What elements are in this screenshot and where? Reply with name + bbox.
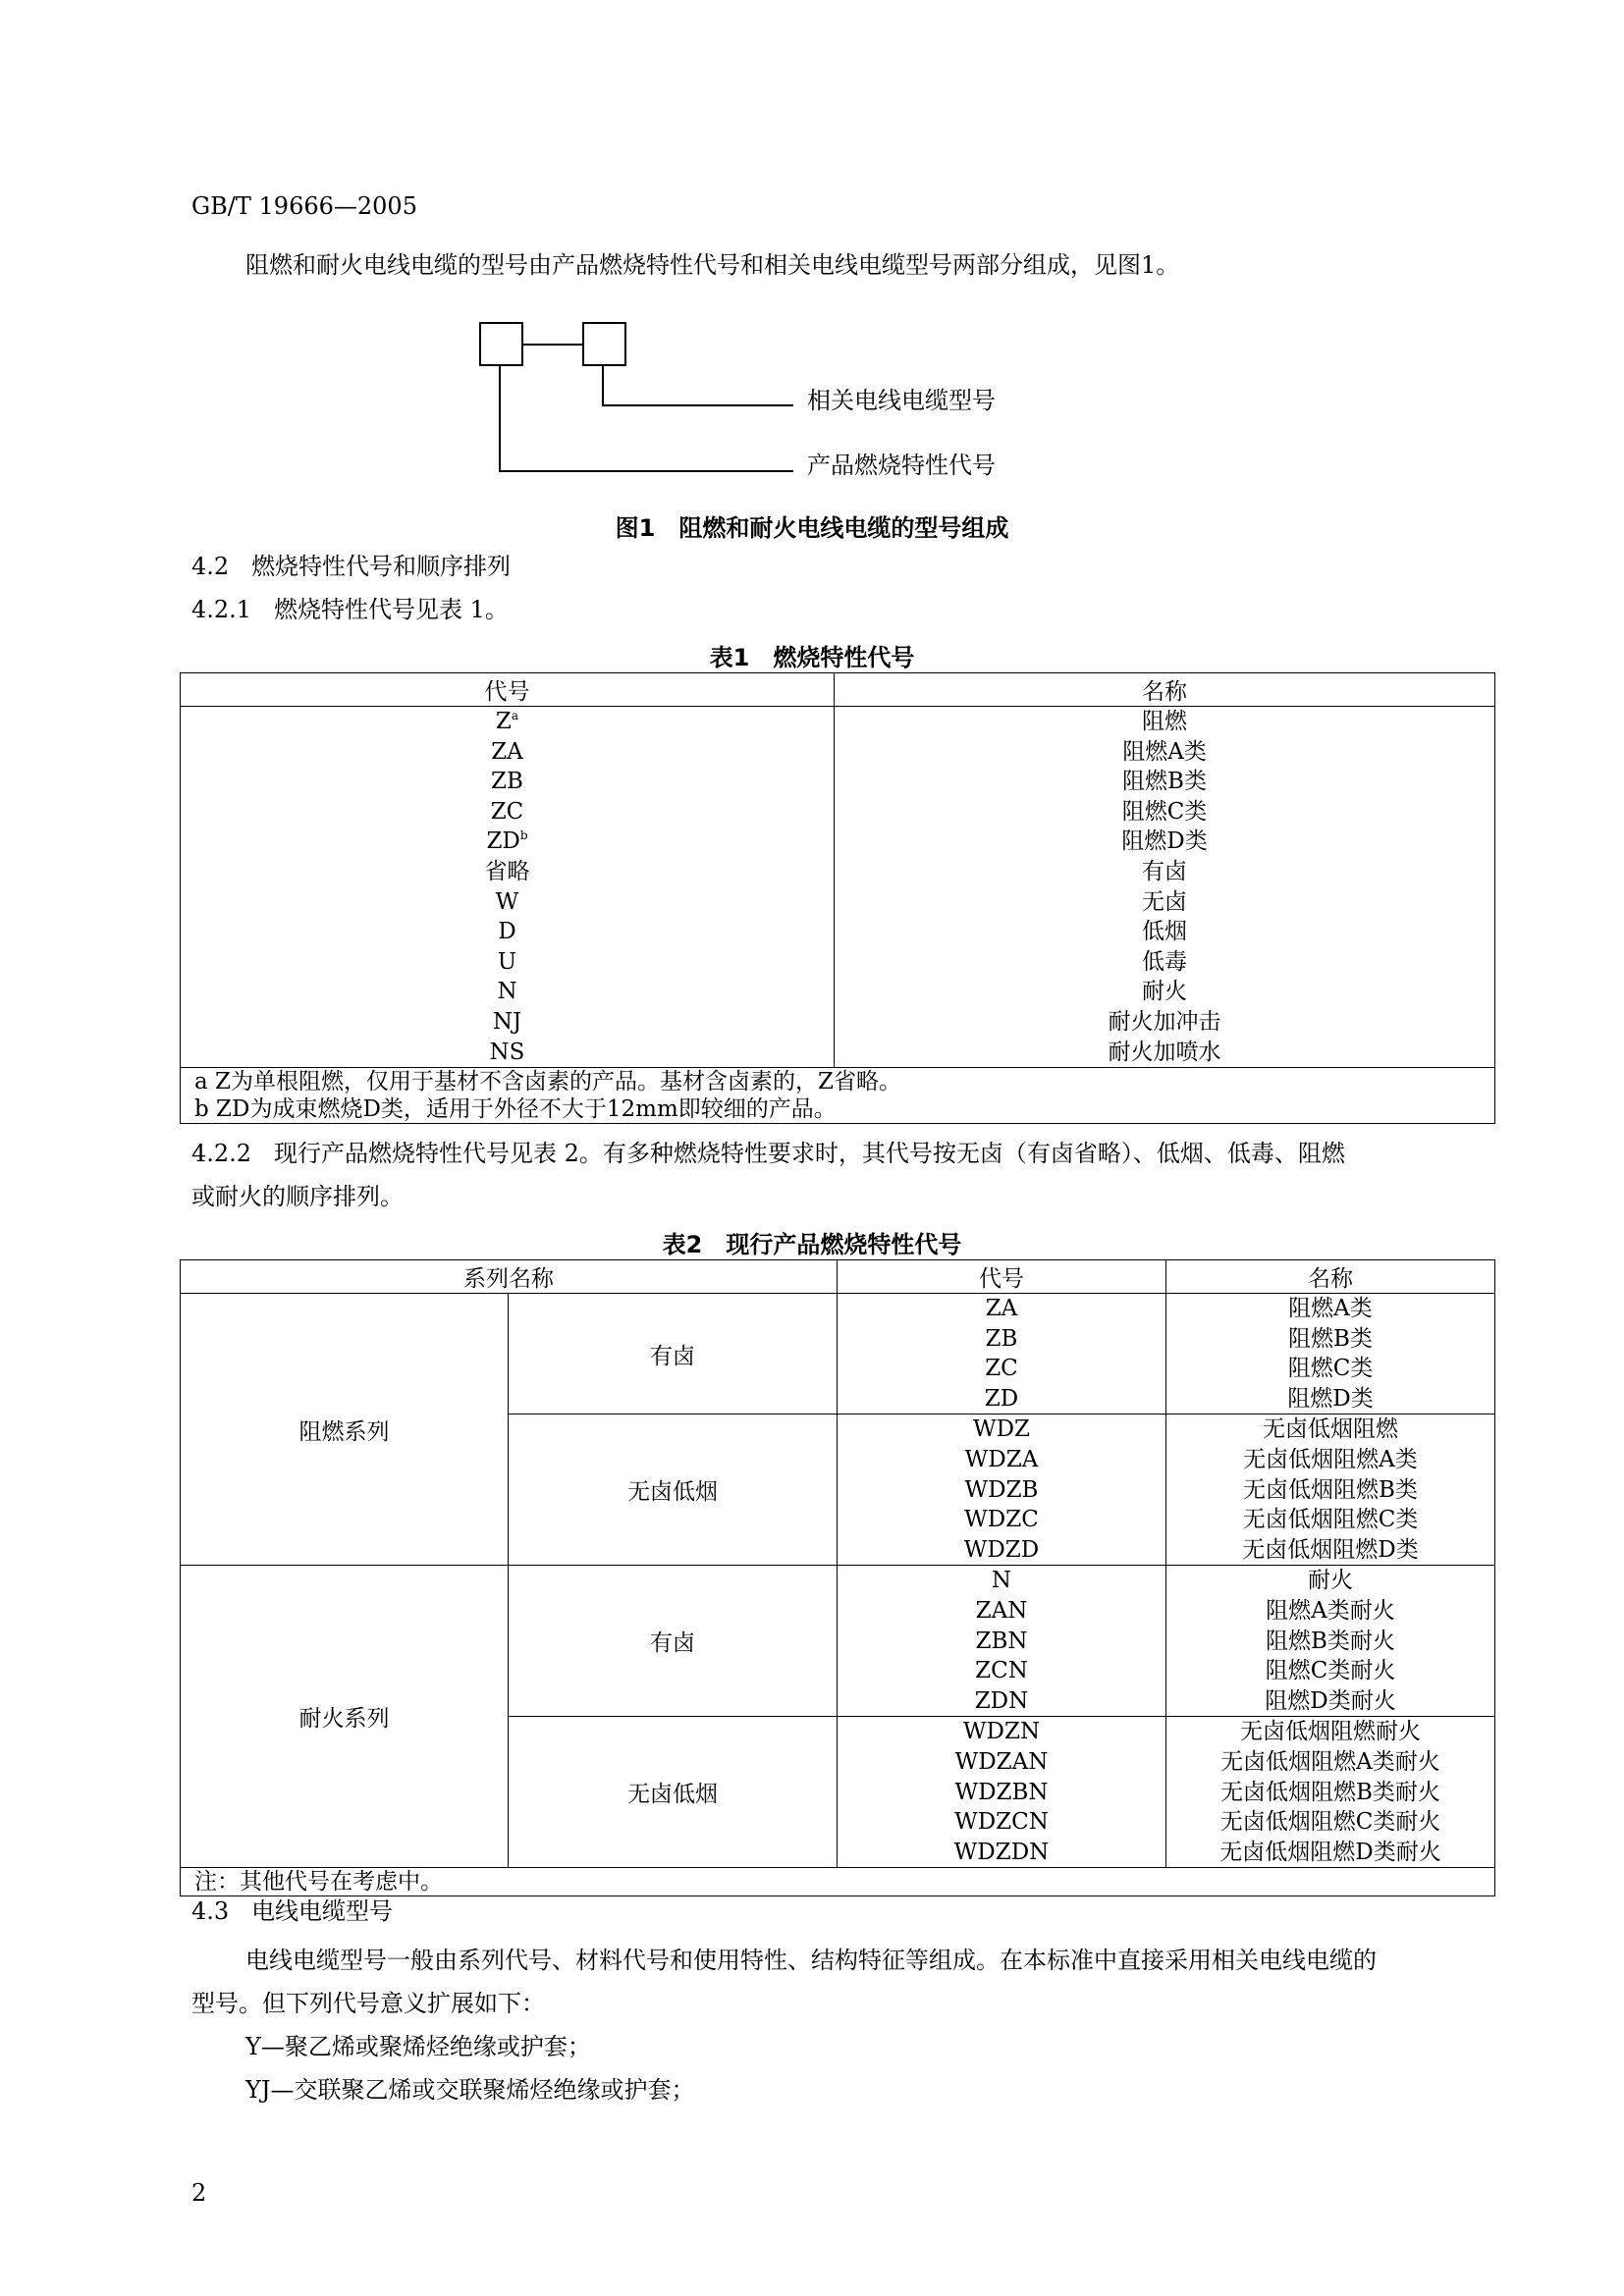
intro-paragraph: 阻燃和耐火电线电缆的型号由产品燃烧特性代号和相关电线电缆型号两部分组成，见图1。	[245, 251, 1180, 279]
figure-label-related-model: 相关电线电缆型号	[807, 387, 996, 414]
table-1	[180, 672, 1495, 1124]
table-2-code-cell: ZA	[985, 1296, 1018, 1321]
section-number: 4.2	[191, 553, 230, 580]
group-name-halogen-free-low-smoke: 无卤低烟	[508, 1415, 837, 1566]
table-header-code: 代号	[181, 673, 835, 707]
table-2-name-cell: 阻燃C类	[1287, 1356, 1374, 1382]
table-2-name-cell: 阻燃B类耐火	[1266, 1628, 1395, 1654]
table-1-code-cell: 省略	[484, 858, 530, 884]
table-2-code-cell: WDZD	[963, 1536, 1040, 1563]
table-1-caption: 表1 燃烧特性代号	[709, 644, 915, 671]
table-1-name-cell: 无卤	[1142, 888, 1187, 915]
table-1-code-cell: ZB	[491, 769, 523, 795]
table-2-code-cell: N	[991, 1568, 1012, 1594]
table-2-name-cell: 阻燃B类	[1288, 1325, 1373, 1352]
section-4-3-heading	[191, 1896, 393, 1926]
table-2-note-text: 注：其他代号在考虑中。	[194, 1869, 443, 1896]
table-1-name-cell: 低烟	[1142, 919, 1187, 945]
table-2-name-cell: 无卤低烟阻燃	[1262, 1416, 1398, 1443]
group-names	[1165, 1566, 1494, 1717]
figure-1-caption: 图1 阻燃和耐火电线电缆的型号组成	[615, 514, 1009, 542]
table-2-code-cell: WDZA	[964, 1446, 1039, 1472]
table-2-name-cell: 阻燃D类	[1287, 1385, 1374, 1412]
table-1-name-cell: 阻燃C类	[1121, 798, 1208, 825]
figure-right-vertical	[602, 366, 604, 405]
table-2-name-cell: 无卤低烟阻燃C类	[1242, 1507, 1419, 1533]
section-number: 4.3	[191, 1897, 230, 1925]
group-codes	[837, 1294, 1165, 1415]
table-2-code-cell: WDZC	[964, 1507, 1039, 1533]
section-4-3-para-line-2: 型号。但下列代号意义扩展如下：	[191, 1990, 545, 2017]
definition-item-yj: YJ—交联聚乙烯或交联聚烯烃绝缘或护套；	[245, 2076, 695, 2104]
table-1-code-column	[181, 707, 835, 1068]
table-2-code-cell: ZB	[985, 1325, 1018, 1352]
table-1-name-column	[835, 707, 1495, 1068]
table-1-name-cell: 阻燃A类	[1122, 738, 1207, 765]
table-2-name-cell: 无卤低烟阻燃A类	[1243, 1446, 1418, 1472]
table-2-code-cell: ZD	[984, 1385, 1019, 1412]
table-1-name-cell: 低毒	[1142, 948, 1187, 975]
table-2-code-cell: ZAN	[975, 1597, 1028, 1624]
section-title: 电线电缆型号	[251, 1897, 394, 1925]
table-1-name-cell: 阻燃	[1142, 709, 1187, 734]
table-2-name-cell: 阻燃A类耐火	[1266, 1597, 1395, 1624]
footnote-marker: b	[519, 828, 528, 843]
table-2-code-cell: WDZB	[964, 1476, 1039, 1503]
table-1-code-cell: ZC	[490, 798, 524, 825]
table-2-header-series: 系列名称	[181, 1260, 838, 1294]
table-1-name-cell: 耐火加冲击	[1108, 1008, 1221, 1035]
table-2-code-cell: WDZN	[962, 1719, 1041, 1745]
figure-box-left	[479, 322, 523, 366]
section-4-2-2-line-2: 或耐火的顺序排列。	[191, 1183, 404, 1210]
section-text: 现行产品燃烧特性代号见表 2。有多种燃烧特性要求时，其代号按无卤（有卤省略）、低烟、低毒、阻燃	[273, 1140, 1345, 1167]
group-codes	[837, 1566, 1165, 1717]
table-2-name-cell: 无卤低烟阻燃B类耐火	[1220, 1779, 1440, 1805]
table-1-code-cell: N	[497, 979, 517, 1005]
section-4-2-heading	[191, 552, 511, 581]
table-1-code-cell: NS	[489, 1039, 525, 1065]
table-2-note	[181, 1868, 1495, 1896]
section-title: 燃烧特性代号和顺序排列	[251, 553, 512, 580]
table-1-code-cell: ZA	[491, 738, 523, 765]
table-2-name-cell: 无卤低烟阻燃A类耐火	[1220, 1748, 1440, 1775]
table-1-note-b: b ZD为成束燃烧D类，适用于外径不大于12mm即较细的产品。	[194, 1096, 837, 1123]
figure-label-combustion-code: 产品燃烧特性代号	[807, 452, 996, 479]
table-2-name-cell: 无卤低烟阻燃D类耐火	[1219, 1839, 1441, 1865]
table-2-name-cell: 无卤低烟阻燃D类	[1242, 1536, 1419, 1563]
series-name-flame-retardant: 阻燃系列	[181, 1294, 509, 1566]
group-codes	[837, 1717, 1165, 1868]
table-2-name-cell: 无卤低烟阻燃B类	[1243, 1476, 1418, 1503]
page-number: 2	[191, 2179, 207, 2207]
table-1-code-cell: $Z^a$	[495, 709, 519, 734]
table-2-code-cell: ZBN	[975, 1628, 1028, 1654]
group-names	[1165, 1294, 1494, 1415]
series-name-fire-resistant: 耐火系列	[181, 1566, 509, 1868]
section-number: 4.2.1	[191, 596, 252, 623]
table-1-notes	[181, 1068, 1495, 1124]
table-1-code-cell: NJ	[492, 1008, 522, 1035]
table-1-code-cell: W	[495, 888, 519, 915]
group-names	[1165, 1415, 1494, 1566]
group-codes	[837, 1415, 1165, 1566]
table-1-code-cell: D	[498, 919, 516, 945]
table-1-code-cell: U	[497, 948, 517, 975]
standard-number: GB/T 19666—2005	[191, 192, 417, 220]
table-2-name-cell: 阻燃C类耐火	[1265, 1658, 1396, 1684]
figure-box-right	[582, 322, 626, 366]
table-2-code-cell: WDZ	[972, 1416, 1031, 1443]
table-2-code-cell: WDZDN	[953, 1839, 1050, 1865]
figure-connector-line	[523, 344, 582, 346]
figure-left-horizontal	[499, 470, 793, 472]
definition-item-y: Y—聚乙烯或聚烯烃绝缘或护套；	[245, 2033, 591, 2060]
figure-right-horizontal	[602, 404, 793, 406]
group-name-halogen: 有卤	[508, 1294, 837, 1415]
table-1-code-cell: $ZD^b$	[486, 828, 528, 855]
table-2	[180, 1259, 1495, 1896]
table-1-name-cell: 耐火加喷水	[1108, 1039, 1221, 1065]
section-4-3-para-line-1: 电线电缆型号一般由系列代号、材料代号和使用特性、结构特征等组成。在本标准中直接采用相关电线电缆的	[245, 1947, 1377, 1974]
table-2-name-cell: 无卤低烟阻燃耐火	[1239, 1719, 1421, 1745]
table-2-name-cell: 阻燃A类	[1288, 1296, 1373, 1321]
group-names	[1165, 1717, 1494, 1868]
table-header-name: 名称	[835, 673, 1495, 707]
section-4-2-1	[191, 595, 509, 624]
table-1-name-cell: 有卤	[1142, 858, 1187, 884]
section-text: 燃烧特性代号见表 1。	[273, 596, 509, 623]
table-2-code-cell: ZCN	[975, 1658, 1028, 1684]
table-2-name-cell: 无卤低烟阻燃C类耐火	[1219, 1809, 1441, 1836]
table-2-code-cell: ZDN	[974, 1687, 1029, 1714]
table-2-header-name: 名称	[1165, 1260, 1494, 1294]
table-2-header-code: 代号	[837, 1260, 1165, 1294]
table-2-caption: 表2 现行产品燃烧特性代号	[662, 1231, 962, 1258]
table-1-name-cell: 阻燃B类	[1122, 769, 1207, 795]
table-1-name-cell: 阻燃D类	[1121, 828, 1208, 855]
table-2-code-cell: ZC	[985, 1356, 1018, 1382]
table-2-code-cell: WDZAN	[954, 1748, 1049, 1775]
figure-left-vertical	[499, 366, 501, 471]
table-1-name-cell: 耐火	[1142, 979, 1187, 1005]
table-2-code-cell: WDZCN	[954, 1809, 1049, 1836]
group-name-halogen-free-low-smoke: 无卤低烟	[508, 1717, 837, 1868]
section-4-2-2-line-1	[191, 1139, 1345, 1168]
group-name-halogen: 有卤	[508, 1566, 837, 1717]
table-2-code-cell: WDZBN	[954, 1779, 1049, 1805]
table-2-name-cell: 耐火	[1307, 1568, 1353, 1594]
section-number: 4.2.2	[191, 1140, 252, 1167]
footnote-marker: a	[511, 709, 519, 722]
table-1-note-a: a Z为单根阻燃，仅用于基材不含卤素的产品。基材含卤素的，Z省略。	[194, 1069, 901, 1095]
table-2-name-cell: 阻燃D类耐火	[1265, 1687, 1396, 1714]
